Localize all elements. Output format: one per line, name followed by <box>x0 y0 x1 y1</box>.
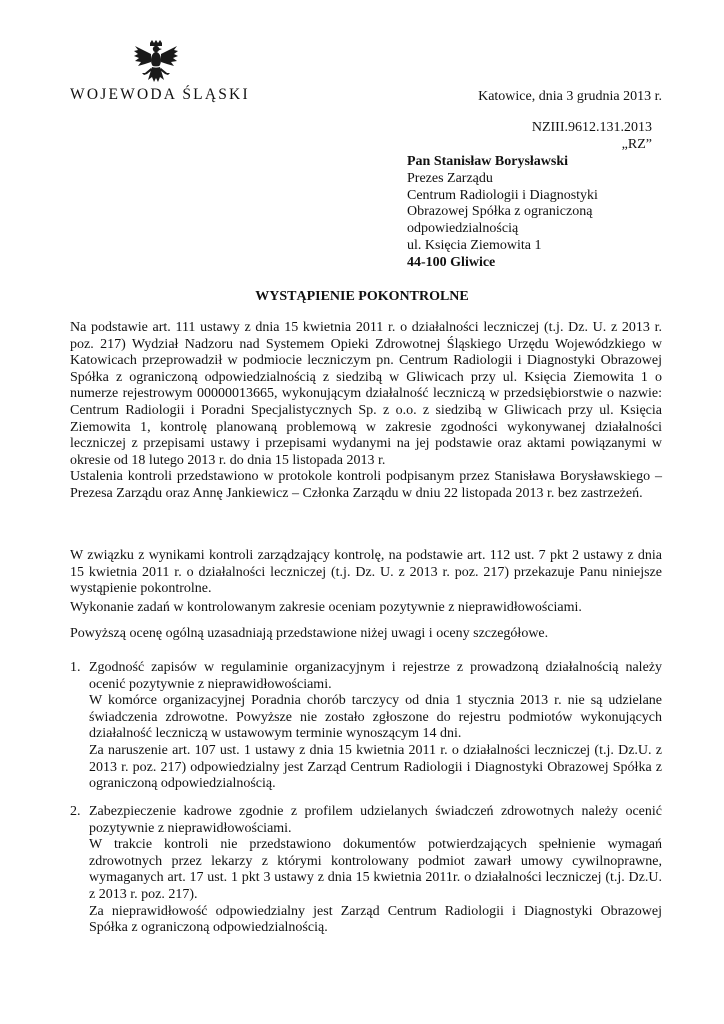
finding-detail: W trakcie kontroli nie przedstawiono dokumentów potwierdzających spełnienie wymagań zdrowotnych przez lekarzy z którymi kontrolowany podmiot zawarł umowy cywilnoprawne, wymaganych art. 17 ust. 1 pkt 3 ustawy z dnia 15 kwietnia 2011r. o działalności leczniczej (t.j. Dz.U. z 2013 r. poz. 217). <box>89 837 662 902</box>
addressee-line: ul. Księcia Ziemowita 1 <box>407 237 542 253</box>
office-name: WOJEWODA ŚLĄSKI <box>70 86 250 103</box>
eagle-emblem-icon <box>133 40 179 90</box>
paragraph-overall-rating <box>70 600 662 617</box>
paragraph-protocol: Ustalenia kontroli przedstawiono w protokole kontroli podpisanym przez Stanisława Borysławskiego – Prezesa Zarządu oraz Annę Jankiewicz – Członka Zarządu w dniu 22 listopada 2013 r. bez zastrzeżeń. <box>70 469 662 501</box>
finding-item <box>70 660 662 793</box>
addressee-line: odpowiedzialnością <box>407 221 519 237</box>
finding-detail: W komórce organizacyjnej Poradnia chorób tarczycy od dnia 1 stycznia 2013 r. nie są udzielane świadczenia zdrowotne. Powyższe nie zostało zgłoszone do rejestru podmiotów wykonujących działalność leczniczą w ustawowym terminie wynoszącym 14 dni. <box>89 693 662 742</box>
addressee-line: Obrazowej Spółka z ograniczoną <box>407 204 593 220</box>
finding-item-body <box>70 804 662 937</box>
place-date: Katowice, dnia 3 grudnia 2013 r. <box>478 89 662 104</box>
paragraph-overall-rating-text: Wykonanie zadań w kontrolowanym zakresie oceniam pozytywnie z nieprawidłowościami. <box>70 600 582 615</box>
paragraph-legal-basis: Na podstawie art. 111 ustawy z dnia 15 kwietnia 2011 r. o działalności leczniczej (t.j. Dz. U. z 2013 r. poz. 217) Wydział Nadzoru nad Systemem Opieki Zdrowotnej Śląskiego Urzędu Wojewódzkiego w Katowicach przeprowadził w podmiocie leczniczym pn. Centrum Radiologii i Diagnostyki Obrazowej Spółka z ograniczoną odpowiedzialnością z siedzibą w Gliwicach przy ul. Księcia Ziemowita 1 o numerze rejestrowym 00000013665, wykonującym działalność leczniczą w przedsiębiorstwie o nazwie: Centrum Radiologii i Poradni Specjalistycznych Sp. z o.o. z siedzibą w Gliwicach przy ul. Księcia Ziemowita 1, kontrolę planowaną problemową w zakresie zgodności wykonywanej działalności leczniczej z przepisami ustawy i przepisami wydanymi na jej podstawie oraz aktami powiązanymi w okresie od 18 lutego 2013 r. do dnia 15 listopada 2013 r. <box>70 320 662 468</box>
document-title: WYSTĄPIENIE POKONTROLNE <box>255 289 469 304</box>
reference-number: NZIII.9612.131.2013 <box>531 120 652 135</box>
paragraph-delivery-text: W związku z wynikami kontroli zarządzający kontrolę, na podstawie art. 112 ust. 7 pkt 2 ustawy z dnia 15 kwietnia 2011 r. o działalności leczniczej (t.j. Dz. U. z 2013 r. poz. 217) przekazuje Panu niniejsze wystąpienie pokontrolne. <box>70 548 662 597</box>
paragraph-justification <box>70 626 662 643</box>
addressee-name: Pan Stanisław Borysławski <box>407 154 569 169</box>
addressee-block <box>407 154 697 272</box>
paragraph-justification-text: Powyższą ocenę ogólną uzasadniają przedstawione niżej uwagi i oceny szczegółowe. <box>70 626 549 641</box>
intro-paragraphs <box>70 320 662 503</box>
finding-responsibility: Za nieprawidłowość odpowiedzialny jest Zarząd Centrum Radiologii i Diagnostyki Obrazowej Spółka z ograniczoną odpowiedzialnością. <box>89 903 662 936</box>
finding-item <box>70 804 662 937</box>
finding-lead: Zabezpieczenie kadrowe zgodnie z profilem udzielanych świadczeń zdrowotnych należy ocenić pozytywnie z nieprawidłowościami. <box>89 804 662 836</box>
finding-responsibility: Za naruszenie art. 107 ust. 1 ustawy z dnia 15 kwietnia 2011 r. o działalności leczniczej (t.j. Dz.U. z 2013 r. poz. 217) odpowiedzialny jest Zarząd Centrum Radiologii i Diagnostyki Obrazowej Spółka z ograniczoną odpowiedzialnością. <box>89 742 662 792</box>
finding-item-body <box>70 660 662 793</box>
finding-number: 1. <box>70 660 81 675</box>
addressee-postal-city: 44-100 Gliwice <box>407 254 496 270</box>
finding-lead: Zgodność zapisów w regulaminie organizacyjnym i rejestrze z prowadzoną działalnością należy ocenić pozytywnie z nieprawidłowościami. <box>89 660 662 692</box>
finding-number: 2. <box>70 804 81 819</box>
paragraph-delivery <box>70 548 662 598</box>
addressee-line: Centrum Radiologii i Diagnostyki <box>407 187 598 203</box>
addressee-line: Prezes Zarządu <box>407 170 493 186</box>
reference-initials: „RZ” <box>621 137 652 152</box>
